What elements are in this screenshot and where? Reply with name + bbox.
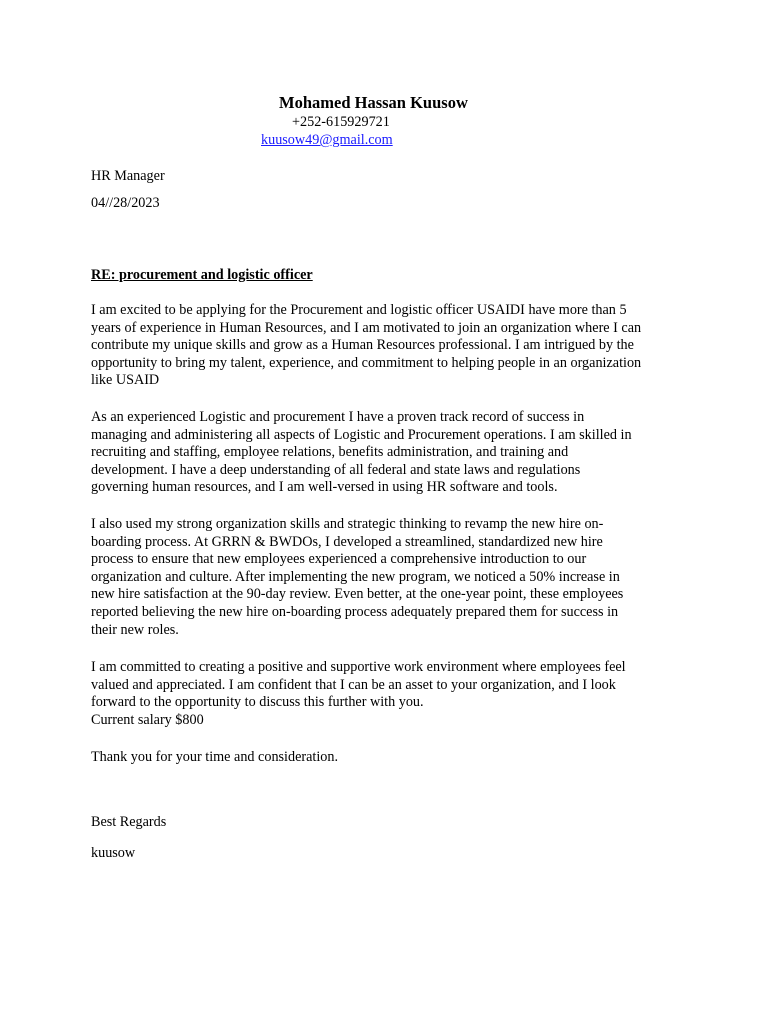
paragraph-1 — [91, 302, 691, 390]
paragraph-line: I also used my strong organization skills and strategic thinking to revamp the new hire on- — [91, 516, 604, 532]
closing-regards: Best Regards — [91, 814, 167, 830]
paragraph-line: like USAID — [91, 372, 160, 389]
paragraph-2 — [91, 409, 691, 497]
sender-email-link[interactable]: kuusow49@gmail.com — [261, 132, 393, 148]
paragraph-3 — [91, 516, 691, 639]
paragraph-line: forward to the opportunity to discuss this further with you. — [91, 694, 424, 711]
paragraph-line: process to ensure that new employees experienced a comprehensive introduction to our — [91, 551, 587, 568]
current-salary-line: Current salary $800 — [91, 711, 204, 728]
paragraph-line: organization and culture. After implementing the new program, we noticed a 50% increase in — [91, 568, 620, 585]
paragraph-line: development. I have a deep understanding of all federal and state laws and regulations — [91, 461, 581, 478]
paragraph-line: contribute my unique skills and grow as a Human Resources professional. I am intrigued by the — [91, 337, 634, 354]
sender-phone: +252-615929721 — [292, 114, 390, 130]
paragraph-line: opportunity to bring my talent, experience, and commitment to helping people in an organization — [91, 354, 642, 371]
paragraph-line: reported believing the new hire on-boarding process adequately prepared them for success in — [91, 603, 619, 620]
letter-date: 04//28/2023 — [91, 195, 160, 211]
paragraph-line: valued and appreciated. I am confident that I can be an asset to your organization, and I look — [91, 676, 616, 693]
paragraph-line: governing human resources, and I am well-versed in using HR software and tools. — [91, 479, 558, 496]
paragraph-line: their new roles. — [91, 621, 179, 638]
subject-line: RE: procurement and logistic officer — [91, 267, 313, 283]
paragraph-4 — [91, 659, 691, 729]
paragraph-line: I am excited to be applying for the Procurement and logistic officer USAIDI have more than 5 — [91, 302, 627, 318]
paragraph-line: I am committed to creating a positive and supportive work environment where employees feel — [91, 659, 626, 675]
thanks-line: Thank you for your time and consideration. — [91, 749, 339, 765]
paragraph-line: As an experienced Logistic and procurement I have a proven track record of success in — [91, 409, 585, 425]
paragraph-line: years of experience in Human Resources, and I am motivated to join an organization where I can — [91, 319, 642, 336]
paragraph-line: recruiting and staffing, employee relations, benefits administration, and training and — [91, 444, 569, 461]
signature: kuusow — [91, 845, 136, 861]
paragraph-line: managing and administering all aspects of Logistic and Procurement operations. I am skilled in — [91, 426, 632, 443]
paragraph-line: boarding process. At GRRN & BWDOs, I developed a streamlined, standardized new hire — [91, 533, 603, 550]
recipient-title: HR Manager — [91, 168, 165, 184]
sender-name: Mohamed Hassan Kuusow — [279, 93, 468, 112]
paragraph-line: new hire satisfaction at the 90-day review. Even better, at the one-year point, these employees — [91, 586, 624, 603]
